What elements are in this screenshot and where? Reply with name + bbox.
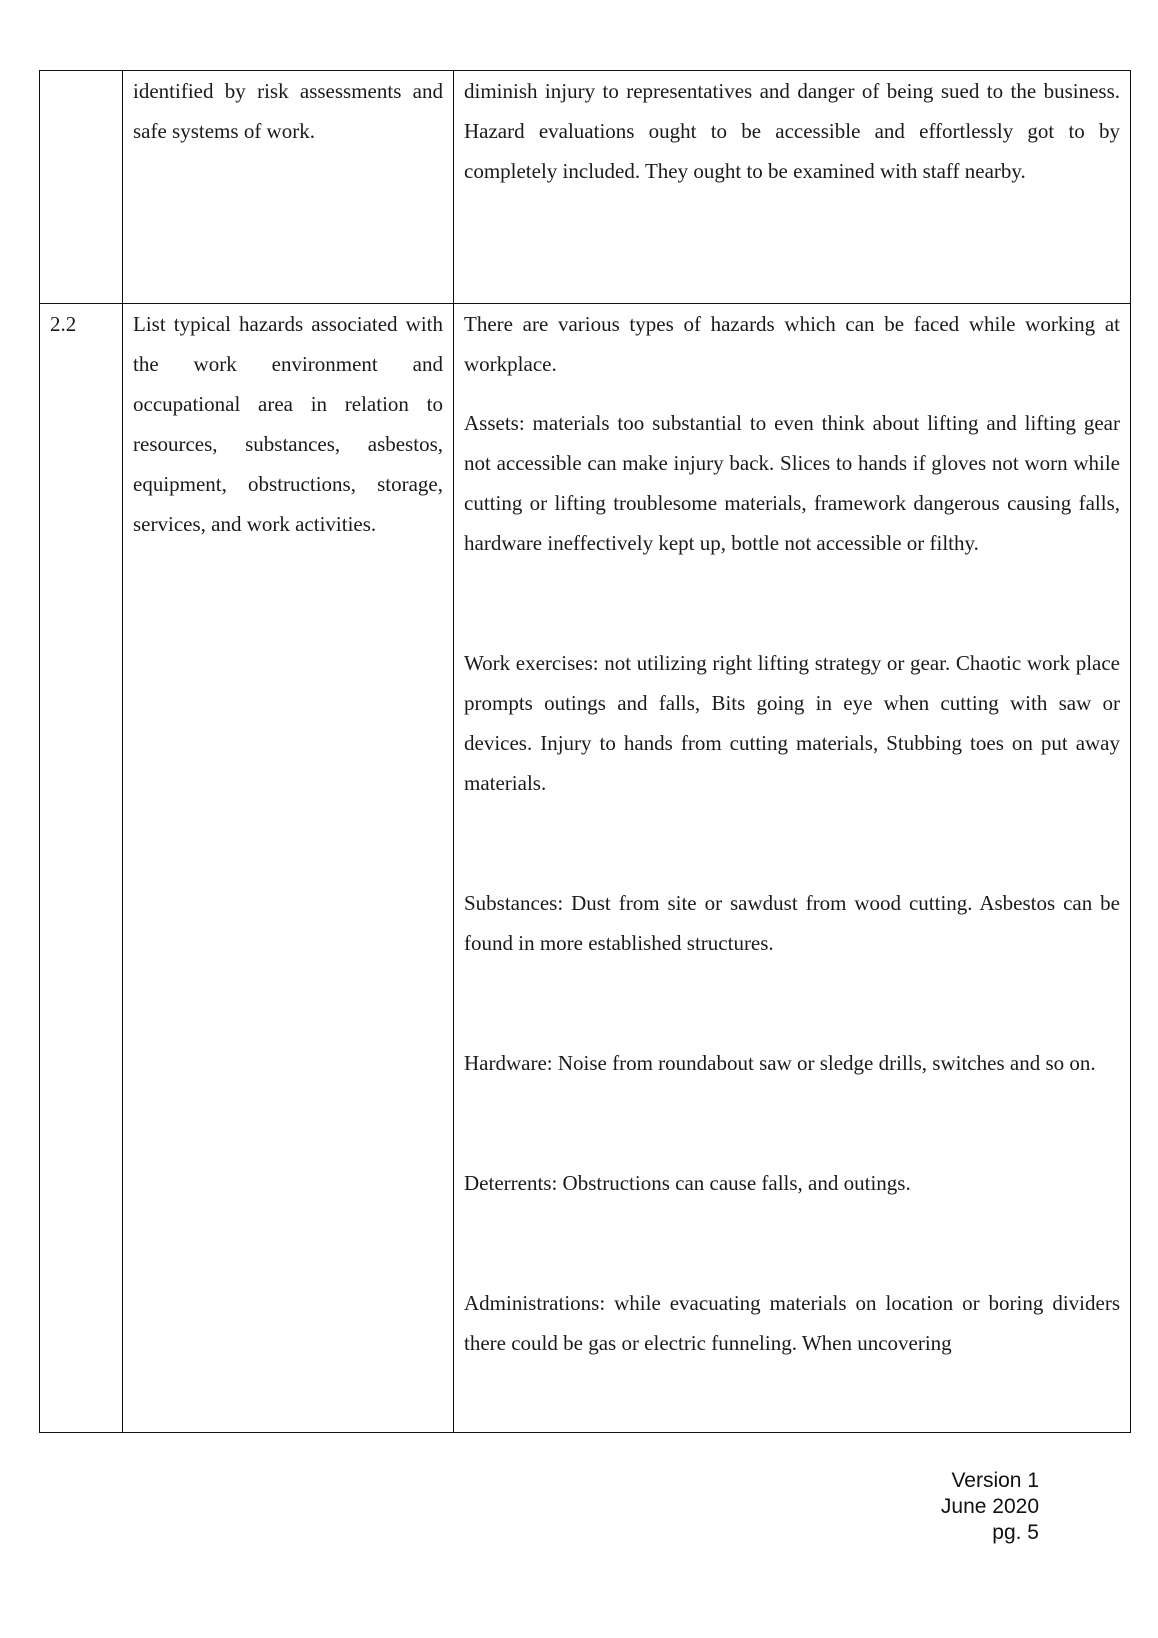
table-row xyxy=(40,304,1131,1433)
footer-page-number: pg. 5 xyxy=(992,1521,1039,1544)
assessment-table xyxy=(39,70,1131,1433)
answer-paragraph-hardware: Hardware: Noise from roundabout saw or sledge drills, switches and so on. xyxy=(464,1051,1096,1075)
page-footer xyxy=(941,1468,1039,1546)
table-row xyxy=(40,71,1131,304)
answer-text: diminish injury to representatives and danger of being sued to the business. Hazard evaluations ought to be accessible and effortlessly got to by completely included. They ought to be examined with staff nearby. xyxy=(464,79,1120,183)
criterion-text: List typical hazards associated with the work environment and occupational area in relation to resources, substances, asbestos, equipment, obstructions, storage, services, and work activities. xyxy=(133,312,443,536)
footer-date: June 2020 xyxy=(940,1495,1039,1518)
criterion-cell xyxy=(123,304,454,1433)
answer-cell xyxy=(454,71,1131,304)
criterion-number-cell: 2.2 xyxy=(40,304,123,1433)
criterion-text: identified by risk assessments and safe systems of work. xyxy=(133,79,443,143)
answer-intro-paragraph: There are various types of hazards which can be faced while working at workplace. xyxy=(464,312,1120,376)
criterion-number-cell xyxy=(40,71,123,304)
answer-cell xyxy=(454,304,1131,1433)
answer-paragraph-deterrents: Deterrents: Obstructions can cause falls, and outings. xyxy=(464,1171,911,1195)
criterion-cell xyxy=(123,71,454,304)
answer-paragraph-substances: Substances: Dust from site or sawdust from wood cutting. Asbestos can be found in more established structures. xyxy=(464,891,1120,955)
answer-paragraph-work-exercises: Work exercises: not utilizing right lifting strategy or gear. Chaotic work place prompts outings and falls, Bits going in eye when cutting with saw or devices. Injury to hands from cutting materials, Stubbing toes on put away materials. xyxy=(464,651,1120,795)
answer-paragraph-administrations: Administrations: while evacuating materials on location or boring dividers there could be gas or electric funneling. When uncovering xyxy=(464,1291,1120,1355)
footer-version: Version 1 xyxy=(951,1469,1039,1492)
answer-paragraph-assets: Assets: materials too substantial to even think about lifting and lifting gear not accessible can make injury back. Slices to hands if gloves not worn while cutting or lifting troublesome materials, framework dangerous causing falls, hardware ineffectively kept up, bottle not accessible or filthy. xyxy=(464,411,1120,555)
